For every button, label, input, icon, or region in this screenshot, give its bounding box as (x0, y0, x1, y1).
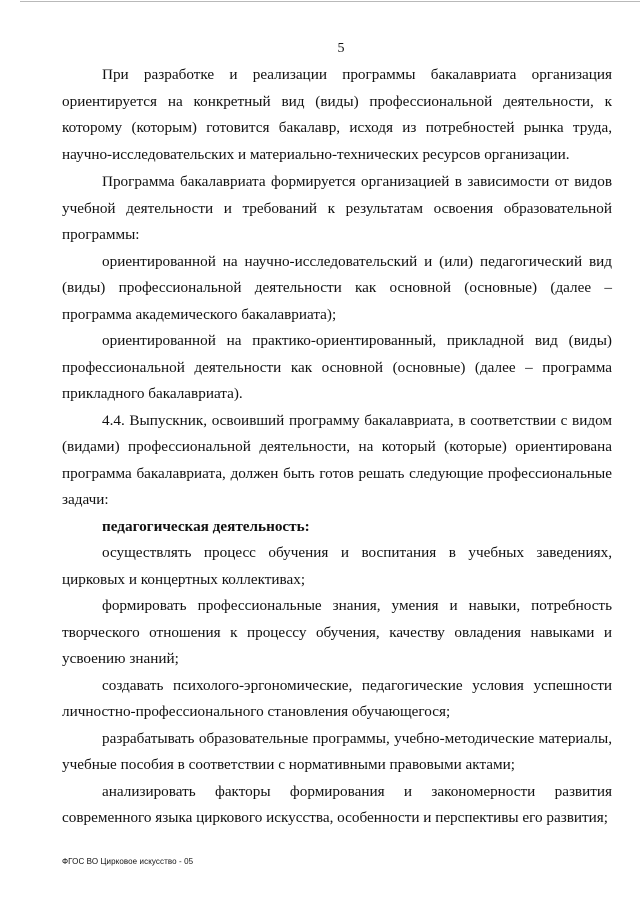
task-item: создавать психолого-эргономические, педагогические условия успешности личностно-профессионального становления обучающегося; (62, 676, 612, 720)
document-body (62, 62, 612, 832)
paragraph-applied-bachelor: ориентированной на практико-ориентированный, прикладной вид (виды) профессиональной деятельности как основной (основные) (далее – программа прикладного бакалавриата). (62, 332, 612, 402)
scan-top-rule (20, 1, 640, 2)
paragraph-graduate-tasks: 4.4. Выпускник, освоивший программу бакалавриата, в соответствии с видом (видами) профессиональной деятельности, на который (которые) ориентирована программа бакалавриата, должен быть готов решать следующие профессиональные задачи: (62, 411, 612, 508)
task-item: разрабатывать образовательные программы, учебно-методические материалы, учебные пособия в соответствии с нормативными правовыми актами; (62, 729, 612, 773)
task-item: формировать профессиональные знания, умения и навыки, потребность творческого отношения к процессу обучения, качеству овладения навыками и усвоению знаний; (62, 597, 612, 667)
paragraph-program-types: Программа бакалавриата формируется организацией в зависимости от видов учебной деятельности и требований к результатам освоения образовательной программы: (62, 173, 612, 243)
task-item: анализировать факторы формирования и закономерности развития современного языка циркового искусства, особенности и перспективы его развития; (62, 782, 612, 826)
section-heading: педагогическая деятельность: (102, 517, 310, 535)
task-item: осуществлять процесс обучения и воспитания в учебных заведениях, цирковых и концертных коллективах; (62, 544, 612, 588)
page-number: 5 (337, 41, 345, 56)
page-footer: ФГОС ВО Цирковое искусство - 05 (62, 857, 194, 866)
paragraph-program-orientation: При разработке и реализации программы бакалавриата организация ориентируется на конкретный вид (виды) профессиональной деятельности, к которому (которым) готовится бакалавр, исходя из потребностей рынка труда, научно-исследовательских и материально-технических ресурсов организации. (62, 66, 612, 163)
paragraph-academic-bachelor: ориентированной на научно-исследовательский и (или) педагогический вид (виды) профессиональной деятельности как основной (основные) (далее – программа академического бакалавриата); (62, 252, 612, 323)
